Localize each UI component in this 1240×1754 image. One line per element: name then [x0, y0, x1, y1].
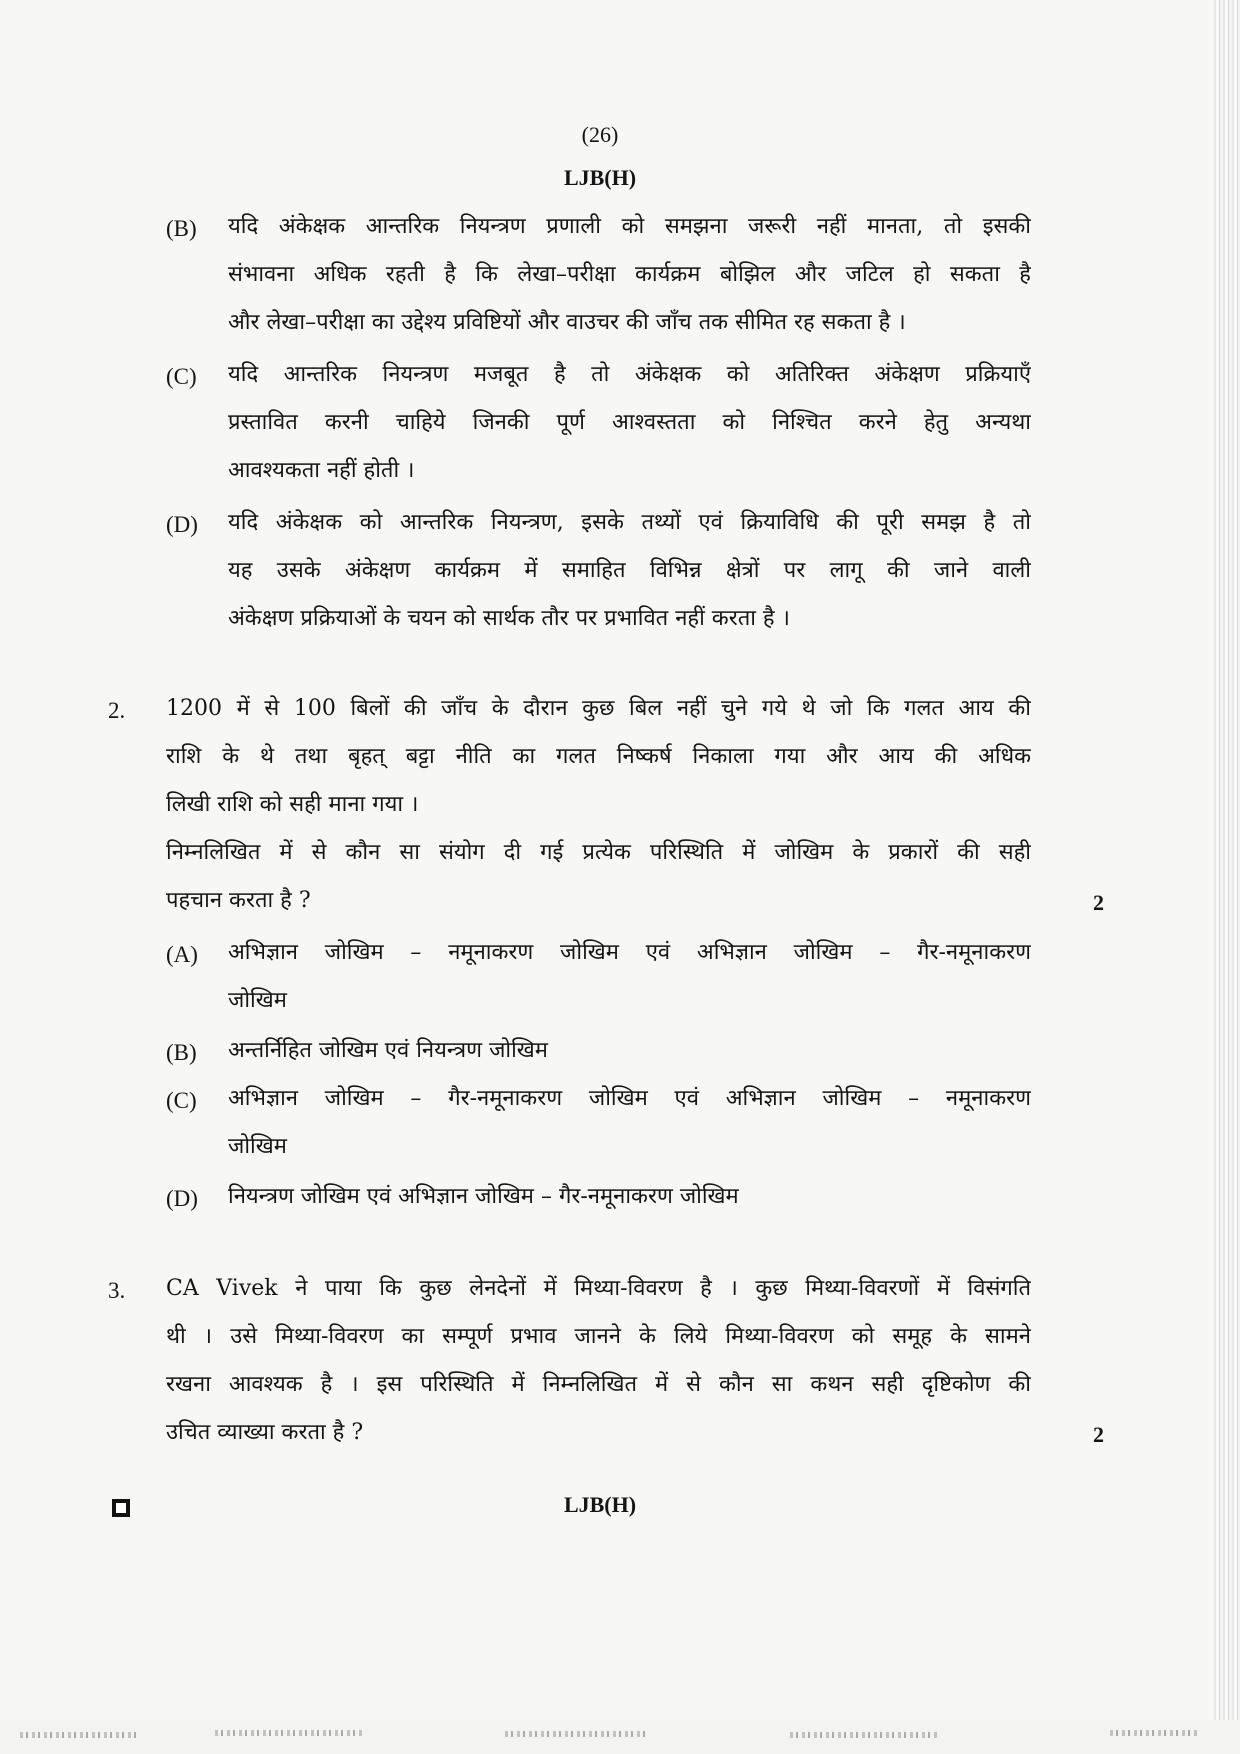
- question-marks: 2: [1093, 1422, 1104, 1447]
- question-text-line: 1200 में से 100 बिलों की जाँच के दौरान कुछ बिल नहीं चुने गये थे जो कि गलत आय की: [166, 696, 1031, 721]
- question-text-line: निम्नलिखित में से कौन सा संयोग दी गई प्रत्येक परिस्थिति में जोखिम के प्रकारों की सही: [166, 840, 1031, 865]
- page-bottom-margin: [0, 1720, 1240, 1754]
- option-text-line: अन्तर्निहित जोखिम एवं नियन्त्रण जोखिम: [228, 1038, 548, 1063]
- option-text-line: जोखिम: [228, 988, 287, 1013]
- option-text-line: अंकेक्षण प्रक्रियाओं के चयन को सार्थक तौर पर प्रभावित नहीं करता है ।: [228, 606, 790, 631]
- option-text-line: अभिज्ञान जोखिम – गैर-नमूनाकरण जोखिम एवं अभिज्ञान जोखिम – नमूनाकरण: [228, 1086, 1031, 1111]
- question-text-line: रखना आवश्यक है । इस परिस्थिति में निम्नलिखित में से कौन सा कथन सही दृष्टिकोण की: [166, 1372, 1031, 1397]
- option-text-line: आवश्यकता नहीं होती ।: [228, 458, 415, 483]
- option-label: (D): [166, 512, 198, 537]
- option-text-line: संभावना अधिक रहती है कि लेखा–परीक्षा कार्यक्रम बोझिल और जटिल हो सकता है: [228, 262, 1031, 287]
- question-marks: 2: [1093, 890, 1104, 915]
- question-text-line: थी । उसे मिथ्या-विवरण का सम्पूर्ण प्रभाव जानने के लिये मिथ्या-विवरण को समूह के सामने: [166, 1324, 1031, 1349]
- option-text-line: प्रस्तावित करनी चाहिये जिनकी पूर्ण आश्वस्तता को निश्चित करने हेतु अन्यथा: [228, 410, 1031, 435]
- option-text-line: और लेखा–परीक्षा का उद्देश्य प्रविष्टियों और वाउचर की जाँच तक सीमित रह सकता है ।: [228, 310, 906, 335]
- question-number: 3.: [108, 1278, 126, 1303]
- question-text-line: उचित व्याख्या करता है ?: [166, 1420, 364, 1445]
- question-text-line: पहचान करता है ?: [166, 888, 311, 913]
- page-edge-shadow: [1214, 0, 1240, 1754]
- paper-code-header: LJB(H): [563, 165, 637, 190]
- question-text-line: राशि के थे तथा बृहत् बट्टा नीति का गलत निष्कर्ष निकाला गया और आय की अधिक: [166, 744, 1031, 769]
- option-label: (A): [166, 942, 198, 967]
- option-text-line: नियन्त्रण जोखिम एवं अभिज्ञान जोखिम – गैर-नमूनाकरण जोखिम: [228, 1184, 739, 1209]
- option-label: (C): [166, 1088, 197, 1113]
- option-text-line: अभिज्ञान जोखिम – नमूनाकरण जोखिम एवं अभिज्ञान जोखिम – गैर-नमूनाकरण: [228, 940, 1031, 965]
- option-label: (B): [166, 216, 197, 241]
- option-text-line: यदि अंकेक्षक को आन्तरिक नियन्त्रण, इसके तथ्यों एवं क्रियाविधि की पूरी समझ है तो: [228, 510, 1031, 535]
- paper-code-footer: LJB(H): [563, 1492, 637, 1517]
- option-label: (B): [166, 1040, 197, 1065]
- option-text-line: यदि आन्तरिक नियन्त्रण मजबूत है तो अंकेक्षक को अतिरिक्त अंकेक्षण प्रक्रियाएँ: [228, 362, 1031, 387]
- question-number: 2.: [108, 698, 126, 723]
- option-label: (D): [166, 1186, 198, 1211]
- question-text-line: लिखी राशि को सही माना गया ।: [166, 792, 419, 817]
- option-text-line: यदि अंकेक्षक आन्तरिक नियन्त्रण प्रणाली को समझना जरूरी नहीं मानता, तो इसकी: [228, 214, 1031, 239]
- page-number: (26): [581, 122, 619, 147]
- option-text-line: यह उसके अंकेक्षण कार्यक्रम में समाहित विभिन्न क्षेत्रों पर लागू की जाने वाली: [228, 558, 1031, 583]
- option-text-line: जोखिम: [228, 1134, 287, 1159]
- question-text-line: CA Vivek ने पाया कि कुछ लेनदेनों में मिथ्या-विवरण है । कुछ मिथ्या-विवरणों में विसंगति: [166, 1276, 1031, 1301]
- option-label: (C): [166, 364, 197, 389]
